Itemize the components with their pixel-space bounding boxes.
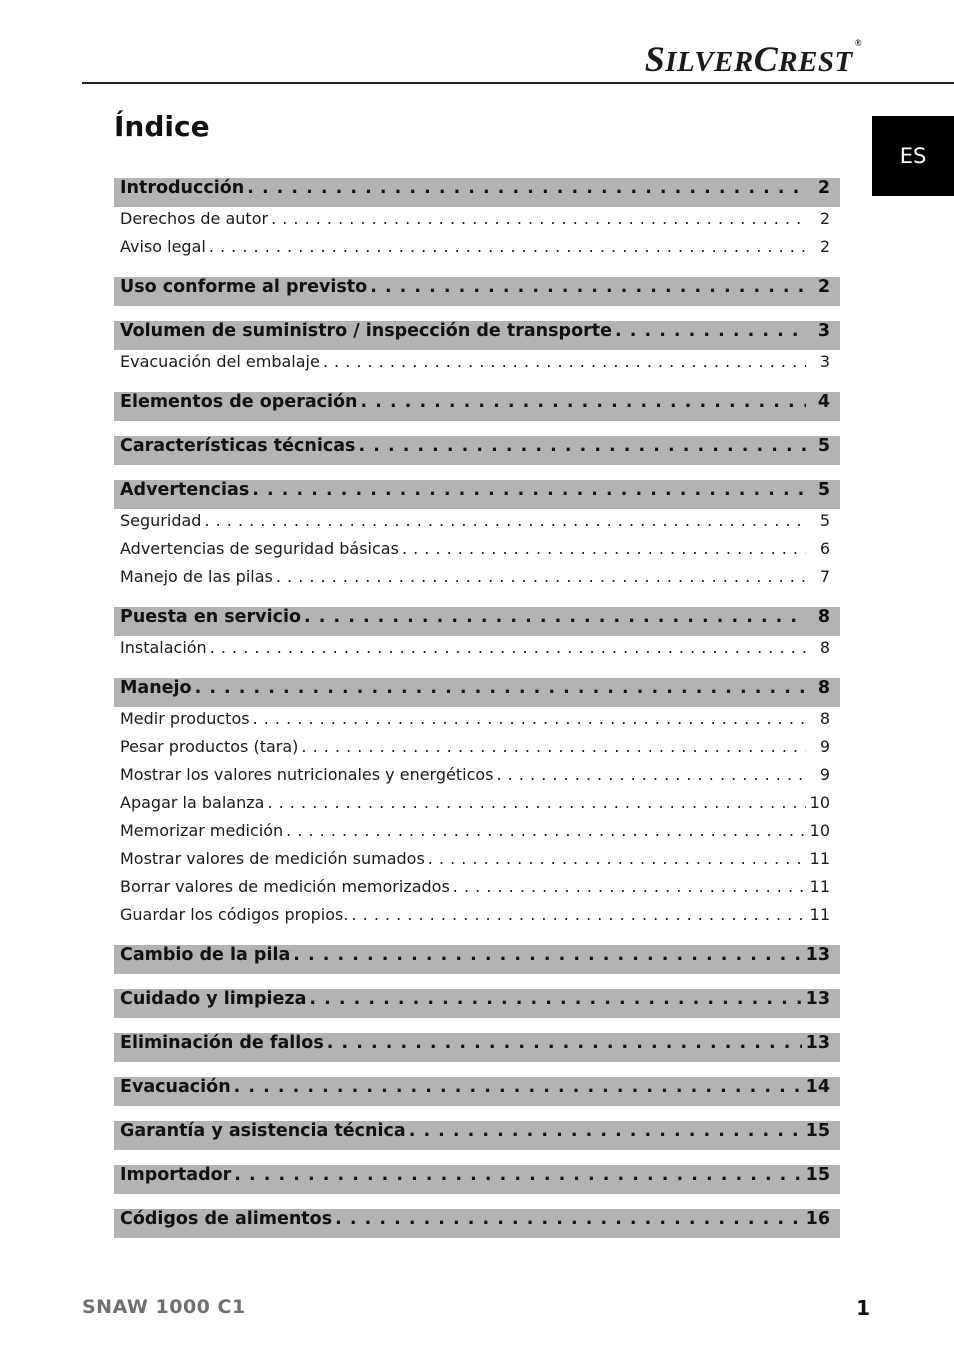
toc-section[interactable]: [114, 436, 840, 465]
toc-subsection[interactable]: [114, 209, 840, 237]
toc-entry-title: Características técnicas: [120, 436, 356, 456]
toc-entry-title: Memorizar medición: [120, 821, 284, 840]
toc-entry-page: 11: [809, 905, 830, 924]
toc-entry-title: Aviso legal: [120, 237, 206, 256]
toc-leader-dots: [360, 392, 806, 412]
toc-entry-page: 3: [817, 321, 830, 341]
toc-entry-title: Seguridad: [120, 511, 202, 530]
toc-entry-title: Pesar productos (tara): [120, 737, 299, 756]
toc-leader-dots: [210, 638, 806, 657]
toc-entry-page: 2: [817, 277, 830, 297]
table-of-contents: [114, 178, 840, 1238]
toc-entry-page: 13: [805, 945, 830, 965]
toc-subsection[interactable]: [114, 877, 840, 905]
toc-entry-title: Volumen de suministro / inspección de transporte: [120, 321, 612, 341]
toc-entry-page: 8: [819, 709, 830, 728]
toc-leader-dots: [327, 1033, 802, 1053]
toc-entry-page: 9: [819, 737, 830, 756]
toc-subsection[interactable]: [114, 352, 840, 380]
toc-entry-page: 8: [817, 607, 830, 627]
toc-entry-page: 15: [805, 1165, 830, 1185]
toc-entry-title: Medir productos: [120, 709, 250, 728]
toc-section[interactable]: [114, 321, 840, 350]
toc-entry-page: 11: [809, 877, 830, 896]
toc-leader-dots: [267, 793, 805, 812]
toc-entry-title: Cambio de la pila: [120, 945, 291, 965]
toc-entry-title: Manejo de las pilas: [120, 567, 273, 586]
toc-leader-dots: [209, 237, 806, 256]
toc-leader-dots: [234, 1077, 802, 1097]
toc-section[interactable]: [114, 277, 840, 306]
toc-entry-title: Garantía y asistencia técnica: [120, 1121, 406, 1141]
toc-section[interactable]: [114, 1209, 840, 1238]
toc-entry-title: Códigos de alimentos: [120, 1209, 333, 1229]
toc-leader-dots: [370, 277, 806, 297]
toc-section[interactable]: [114, 945, 840, 974]
toc-section[interactable]: [114, 178, 840, 207]
toc-leader-dots: [286, 821, 806, 840]
toc-entry-title: Eliminación de fallos: [120, 1033, 324, 1053]
toc-leader-dots: [301, 737, 806, 756]
toc-entry-page: 11: [809, 849, 830, 868]
toc-subsection[interactable]: [114, 905, 840, 933]
toc-entry-title: Evacuación: [120, 1077, 231, 1097]
toc-section[interactable]: [114, 1077, 840, 1106]
toc-section[interactable]: [114, 392, 840, 421]
footer-page-number: 1: [856, 1296, 870, 1320]
toc-entry-title: Elementos de operación: [120, 392, 358, 412]
toc-leader-dots: [234, 1165, 801, 1185]
toc-entry-page: 16: [805, 1209, 830, 1229]
toc-leader-dots: [615, 321, 806, 341]
toc-entry-title: Borrar valores de medición memorizados: [120, 877, 450, 896]
toc-leader-dots: [293, 945, 801, 965]
toc-leader-dots: [252, 480, 806, 500]
toc-leader-dots: [335, 1209, 802, 1229]
toc-entry-title: Guardar los códigos propios.: [120, 905, 349, 924]
toc-entry-page: 5: [817, 480, 830, 500]
toc-section[interactable]: [114, 678, 840, 707]
language-tab: ES: [872, 116, 954, 196]
toc-entry-title: Importador: [120, 1165, 232, 1185]
toc-subsection[interactable]: [114, 849, 840, 877]
toc-entry-page: 8: [817, 678, 830, 698]
toc-entry-page: 10: [809, 821, 830, 840]
toc-entry-title: Manejo: [120, 678, 192, 698]
toc-entry-title: Instalación: [120, 638, 207, 657]
toc-leader-dots: [253, 709, 806, 728]
toc-section[interactable]: [114, 1121, 840, 1150]
toc-entry-page: 2: [819, 237, 830, 256]
toc-entry-title: Mostrar los valores nutricionales y energéticos: [120, 765, 494, 784]
toc-subsection[interactable]: [114, 765, 840, 793]
toc-subsection[interactable]: [114, 237, 840, 265]
toc-entry-page: 2: [817, 178, 830, 198]
toc-section[interactable]: [114, 1165, 840, 1194]
toc-subsection[interactable]: [114, 638, 840, 666]
toc-entry-title: Advertencias de seguridad básicas: [120, 539, 399, 558]
toc-leader-dots: [453, 877, 806, 896]
toc-entry-title: Apagar la balanza: [120, 793, 265, 812]
toc-subsection[interactable]: [114, 709, 840, 737]
toc-entry-title: Advertencias: [120, 480, 250, 500]
brand-logo: SILVERCREST®: [644, 38, 862, 79]
toc-entry-page: 8: [819, 638, 830, 657]
toc-section[interactable]: [114, 480, 840, 509]
toc-entry-page: 5: [817, 436, 830, 456]
toc-entry-title: Derechos de autor: [120, 209, 269, 228]
toc-leader-dots: [195, 678, 806, 698]
toc-entry-page: 13: [805, 989, 830, 1009]
toc-subsection[interactable]: [114, 567, 840, 595]
page-title: Índice: [114, 110, 210, 143]
toc-leader-dots: [304, 607, 806, 627]
toc-entry-page: 2: [819, 209, 830, 228]
toc-subsection[interactable]: [114, 821, 840, 849]
toc-leader-dots: [204, 511, 806, 530]
toc-entry-page: 7: [819, 567, 830, 586]
toc-entry-page: 4: [817, 392, 830, 412]
toc-section[interactable]: [114, 1033, 840, 1062]
toc-leader-dots: [309, 989, 801, 1009]
toc-entry-page: 3: [819, 352, 830, 371]
toc-entry-title: Cuidado y limpieza: [120, 989, 307, 1009]
toc-entry-page: 5: [819, 511, 830, 530]
toc-leader-dots: [351, 905, 805, 924]
footer-model: SNAW 1000 C1: [82, 1296, 246, 1318]
registered-mark: ®: [854, 38, 862, 48]
toc-leader-dots: [409, 1121, 802, 1141]
toc-leader-dots: [358, 436, 806, 456]
toc-entry-page: 10: [809, 793, 830, 812]
toc-leader-dots: [402, 539, 806, 558]
toc-leader-dots: [428, 849, 806, 868]
toc-subsection[interactable]: [114, 539, 840, 567]
toc-subsection[interactable]: [114, 793, 840, 821]
toc-entry-page: 9: [819, 765, 830, 784]
toc-section[interactable]: [114, 989, 840, 1018]
toc-entry-page: 6: [819, 539, 830, 558]
toc-leader-dots: [276, 567, 806, 586]
toc-section[interactable]: [114, 607, 840, 636]
toc-entry-page: 13: [805, 1033, 830, 1053]
toc-entry-title: Puesta en servicio: [120, 607, 301, 627]
toc-entry-page: 14: [805, 1077, 830, 1097]
toc-entry-title: Uso conforme al previsto: [120, 277, 368, 297]
header-rule: [82, 82, 954, 84]
toc-leader-dots: [323, 352, 806, 371]
toc-subsection[interactable]: [114, 511, 840, 539]
toc-entry-title: Mostrar valores de medición sumados: [120, 849, 425, 868]
toc-leader-dots: [271, 209, 806, 228]
toc-entry-page: 15: [805, 1121, 830, 1141]
toc-entry-title: Introducción: [120, 178, 245, 198]
toc-entry-title: Evacuación del embalaje: [120, 352, 320, 371]
toc-subsection[interactable]: [114, 737, 840, 765]
toc-leader-dots: [497, 765, 807, 784]
toc-leader-dots: [247, 178, 806, 198]
